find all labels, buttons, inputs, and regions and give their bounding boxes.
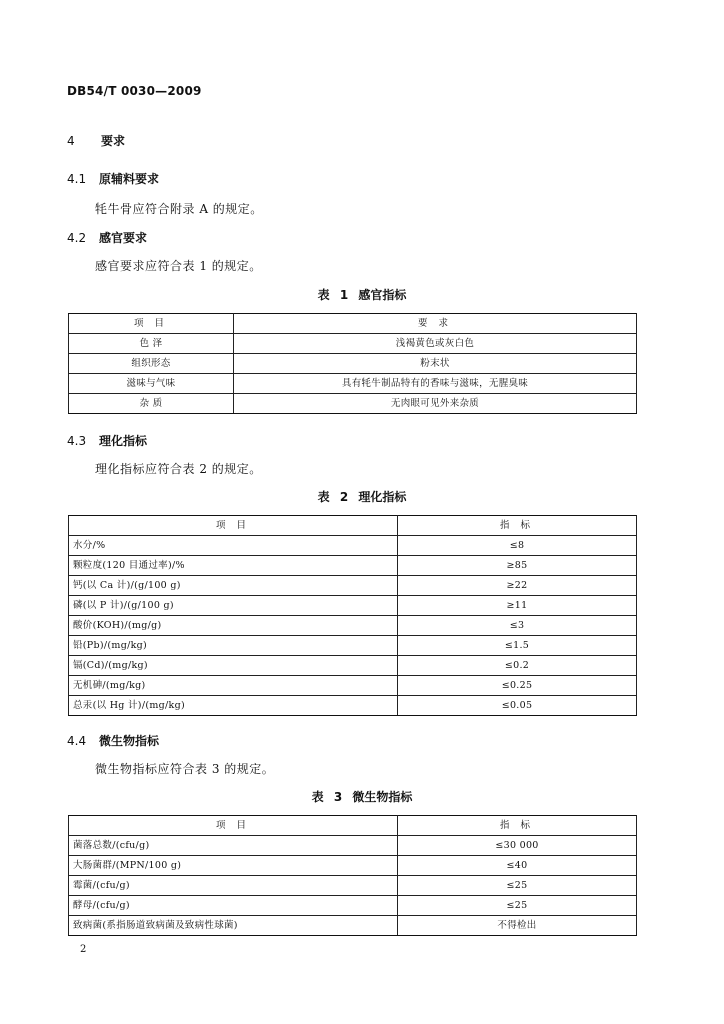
value-cell: ≤0.2 <box>398 656 637 676</box>
item-cell: 磷(以 P 计)/(g/100 g) <box>69 596 398 616</box>
item-cell: 色 泽 <box>69 334 234 354</box>
section-title: 要求 <box>101 134 126 148</box>
value-cell: ≤40 <box>398 856 637 876</box>
item-cell: 酸价(KOH)/(mg/g) <box>69 616 398 636</box>
section-number: 4.2 <box>67 231 87 245</box>
section-4-4-text: 微生物指标应符合表 3 的规定。 <box>95 762 275 776</box>
item-cell: 酵母/(cfu/g) <box>69 896 398 916</box>
section-4-3-heading <box>67 432 147 449</box>
table-row <box>69 334 637 354</box>
value-cell: 不得检出 <box>398 916 637 936</box>
page-number: 2 <box>80 944 87 955</box>
table-row <box>69 856 637 876</box>
item-cell: 杂 质 <box>69 394 234 414</box>
header-cell: 项 目 <box>69 314 234 334</box>
value-cell: ≥85 <box>398 556 637 576</box>
table-row <box>69 916 637 936</box>
header-cell: 项 目 <box>69 516 398 536</box>
value-cell: 粉末状 <box>234 354 637 374</box>
section-title: 原辅料要求 <box>99 172 160 186</box>
value-cell: ≤25 <box>398 876 637 896</box>
section-title: 微生物指标 <box>99 734 160 748</box>
table-row <box>69 556 637 576</box>
value-cell: ≥22 <box>398 576 637 596</box>
table-3-caption: 表 3 微生物指标 <box>311 790 413 804</box>
section-title: 感官要求 <box>99 231 148 245</box>
item-cell: 霉菌/(cfu/g) <box>69 876 398 896</box>
item-cell: 大肠菌群/(MPN/100 g) <box>69 856 398 876</box>
table-header-row <box>69 816 637 836</box>
item-cell: 水分/% <box>69 536 398 556</box>
section-4-2-text: 感官要求应符合表 1 的规定。 <box>95 259 262 273</box>
item-cell: 铅(Pb)/(mg/kg) <box>69 636 398 656</box>
value-cell: ≤1.5 <box>398 636 637 656</box>
section-number: 4.1 <box>67 172 87 186</box>
item-cell: 滋味与气味 <box>69 374 234 394</box>
item-cell: 致病菌(系指肠道致病菌及致病性球菌) <box>69 916 398 936</box>
table-row <box>69 696 637 716</box>
value-cell: ≤8 <box>398 536 637 556</box>
section-4-4-heading <box>67 732 159 749</box>
value-cell: ≤30 000 <box>398 836 637 856</box>
table-row <box>69 636 637 656</box>
section-number: 4.3 <box>67 434 87 448</box>
item-cell: 无机砷/(mg/kg) <box>69 676 398 696</box>
table-row <box>69 394 637 414</box>
table-header-row <box>69 314 637 334</box>
table-row <box>69 576 637 596</box>
table-1-caption: 表 1 感官指标 <box>317 288 407 302</box>
item-cell: 颗粒度(120 目通过率)/% <box>69 556 398 576</box>
table-header-row <box>69 516 637 536</box>
document-id: DB54/T 0030—2009 <box>67 84 202 98</box>
table-row <box>69 876 637 896</box>
item-cell: 钙(以 Ca 计)/(g/100 g) <box>69 576 398 596</box>
section-4-1-text: 牦牛骨应符合附录 A 的规定。 <box>95 202 263 216</box>
item-cell: 菌落总数/(cfu/g) <box>69 836 398 856</box>
header-cell: 指 标 <box>398 516 637 536</box>
table-row <box>69 836 637 856</box>
header-cell: 项 目 <box>69 816 398 836</box>
section-4-3-text: 理化指标应符合表 2 的规定。 <box>95 462 262 476</box>
section-number: 4.4 <box>67 734 87 748</box>
header-cell: 指 标 <box>398 816 637 836</box>
table-3-microbiological <box>68 815 637 936</box>
value-cell: ≥11 <box>398 596 637 616</box>
value-cell: 浅褐黄色或灰白色 <box>234 334 637 354</box>
section-4-2-heading <box>67 229 147 246</box>
value-cell: ≤0.05 <box>398 696 637 716</box>
table-row <box>69 676 637 696</box>
value-cell: 无肉眼可见外来杂质 <box>234 394 637 414</box>
header-cell: 要 求 <box>234 314 637 334</box>
item-cell: 总汞(以 Hg 计)/(mg/kg) <box>69 696 398 716</box>
value-cell: 具有牦牛制品特有的香味与滋味，无腥臭味 <box>234 374 637 394</box>
section-4-heading <box>67 132 125 149</box>
table-row <box>69 616 637 636</box>
table-row <box>69 374 637 394</box>
table-2-physicochemical <box>68 515 637 716</box>
table-row <box>69 354 637 374</box>
value-cell: ≤3 <box>398 616 637 636</box>
item-cell: 组织形态 <box>69 354 234 374</box>
section-4-1-heading <box>67 170 159 187</box>
table-row <box>69 536 637 556</box>
value-cell: ≤0.25 <box>398 676 637 696</box>
table-row <box>69 596 637 616</box>
table-row <box>69 896 637 916</box>
section-number: 4 <box>67 134 75 148</box>
table-1-sensory <box>68 313 637 414</box>
table-2-caption: 表 2 理化指标 <box>317 490 407 504</box>
table-row <box>69 656 637 676</box>
value-cell: ≤25 <box>398 896 637 916</box>
item-cell: 镉(Cd)/(mg/kg) <box>69 656 398 676</box>
section-title: 理化指标 <box>99 434 148 448</box>
